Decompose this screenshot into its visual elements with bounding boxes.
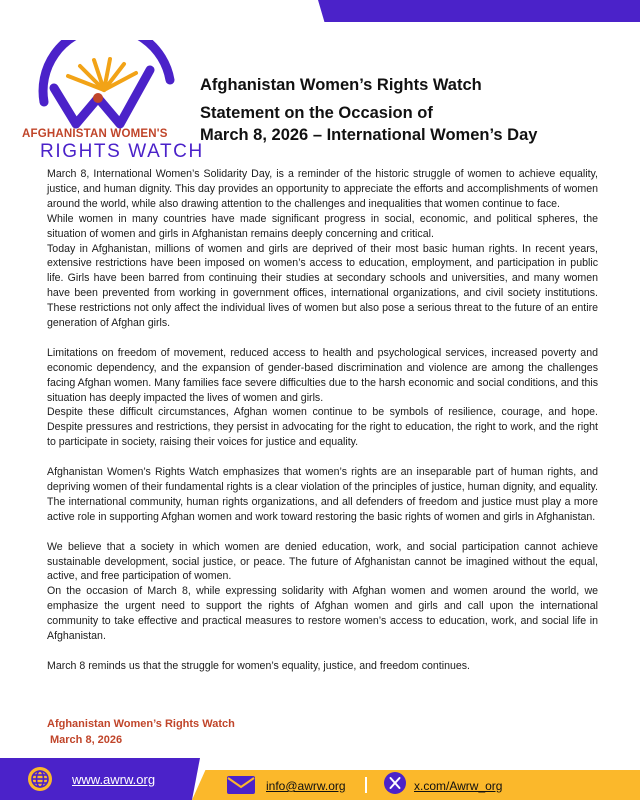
email-link[interactable]: info@awrw.org: [266, 779, 346, 793]
signature: [47, 716, 235, 748]
paragraph: March 8, International Women’s Solidarity Day, is a reminder of the historic struggle of women to achieve equality, justice, and human dignity. This day provides an opportunity to appreciate the efforts and accomplishments of women around the world, while also drawing attention to the challenges and inequalities that women continue to face.: [47, 168, 598, 210]
mail-icon: [226, 775, 256, 795]
awrw-logo-icon: [32, 40, 182, 130]
logo: [22, 40, 204, 165]
statement-title-line1: Statement on the Occasion of: [200, 104, 433, 122]
paragraph: March 8 reminds us that the struggle for women’s equality, justice, and freedom continues.: [47, 659, 470, 672]
signature-date: March 8, 2026: [50, 734, 123, 746]
paragraph: Today in Afghanistan, millions of women and girls are deprived of their most basic human rights. In recent years, extensive restrictions have been imposed on women’s access to education, employment, and participation in public life. Girls have been barred from continuing their studies at secondary schools and universities, and many women have been prevented from working in government offices, international organizations, and civil society institutions. These restrictions not only affect the individual lives of women but also pose a serious threat to the future of an entire generation of Afghan girls.: [47, 242, 598, 330]
signature-org: Afghanistan Women’s Rights Watch: [47, 718, 235, 730]
paragraph: On the occasion of March 8, while expressing solidarity with Afghan women and women around the world, we emphasize the urgent need to support the rights of Afghan women and girls and call upon the international community to take effective and practical measures to restore women’s access to education, work, and social life in Afghanistan.: [47, 585, 598, 643]
statement-title-line2: March 8, 2026 – International Women’s Day: [200, 126, 538, 144]
globe-icon: [26, 765, 54, 793]
logo-text-line1: AFGHANISTAN WOMEN'S: [22, 128, 168, 140]
statement-body: [47, 167, 598, 674]
logo-text-line2: RIGHTS WATCH: [40, 141, 204, 162]
paragraph: Afghanistan Women’s Rights Watch emphasizes that women’s rights are an inseparable part of human rights, and depriving women of their fundamental rights is a clear violation of the principles of justice, human dignity, and equality. The international community, human rights organizations, and all defenders of freedom and justice must play a more active role in supporting Afghan women and work toward restoring the basic rights of women and girls in Afghanistan.: [47, 466, 598, 523]
organization-name: Afghanistan Women’s Rights Watch: [200, 76, 482, 94]
top-accent-bar: [318, 0, 640, 22]
paragraph: We believe that a society in which women are denied education, work, and social participation cannot achieve sustainable development, social justice, or peace. The future of Afghanistan cannot be imagined without the equal, active, and free participation of women.: [47, 540, 598, 583]
website-link[interactable]: www.awrw.org: [72, 772, 156, 787]
footer-divider: [365, 777, 367, 793]
x-logo-icon: [383, 771, 407, 795]
paragraph: Despite these difficult circumstances, Afghan women continue to be symbols of resilience, courage, and hope. Despite pressures and restrictions, they persist in advocating for the right to education, the right to work, and the right to participate in society, raising their voices for justice and equality.: [47, 406, 598, 449]
paragraph: While women in many countries have made significant progress in social, economic, and political spheres, the situation of women and girls in Afghanistan remains deeply concerning and critical.: [47, 212, 598, 240]
x-profile-link[interactable]: x.com/Awrw_org: [414, 779, 503, 793]
paragraph: Limitations on freedom of movement, reduced access to health and psychological services, increased poverty and economic dependency, and the expansion of gender-based discrimination and violence are among the challenges facing Afghan women. Many families face severe difficulties due to the harsh economic and social conditions, and this situation has deeply impacted the lives of women and girls.: [47, 346, 598, 404]
